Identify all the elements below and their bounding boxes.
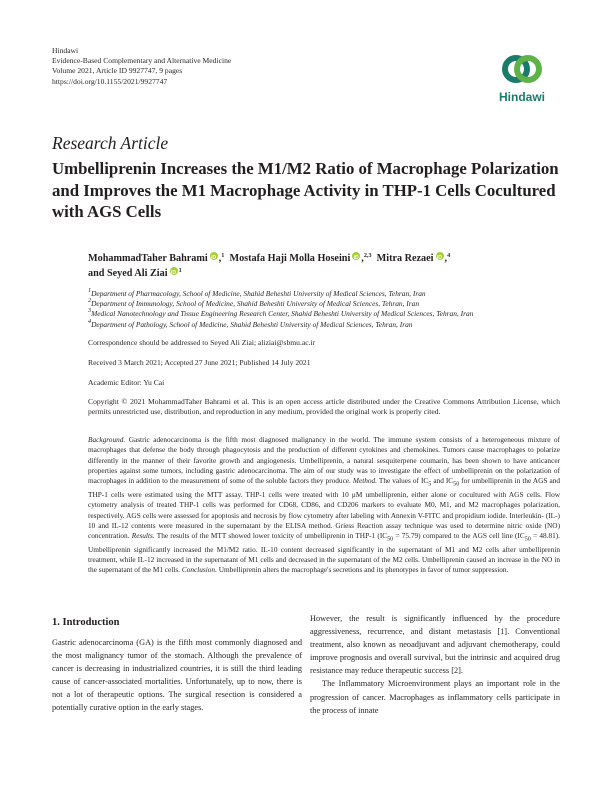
paragraph: However, the result is significantly influenced by the procedure aggressiveness, recurrence, and distant metastasis [1]. Conventional treatment, also known as neoadjuvant and adjuvant chemotherapy, could improve prognosis and overall survival, but the intrinsic and acquired drug resistance may reduce therapeutic success [2].	[310, 614, 560, 676]
author-name: Seyed Ali Ziai	[106, 267, 168, 279]
orcid-icon[interactable]	[170, 267, 178, 275]
affiliation: $^3$Medical Nanotechnology and Tissue Engineering Research Center, Shahid Beheshti University of Medical Sciences, Tehran, Iran	[88, 307, 474, 319]
copyright-notice: Copyright © 2021 MohammadTaher Bahrami et al. This is an open access article distributed under the Creative Commons Attribution License, which permits unrestricted use, distribution, and reproduction in any medium, provided the original work is properly cited.	[88, 397, 560, 417]
publication-dates: Received 3 March 2021; Accepted 27 June 2021; Published 14 July 2021	[88, 358, 311, 367]
academic-editor: Academic Editor: Yu Cai	[88, 378, 165, 387]
logo-wordmark: Hindawi	[498, 90, 545, 104]
journal-header	[52, 46, 231, 87]
paragraph: Gastric adenocarcinoma (GA) is the fifth most commonly diagnosed and the most malignancy tumor of the stomach. Although the prevalence of cancer is decreasing in industrialized countries, it is still the third leading cause of cancer-associated mortalities. Unfortunately, up to now, there is not a lot of therapeutic options. The surgical resection is considered a potentially curative option in the early stages.	[52, 638, 302, 713]
paper-title: Umbelliprenin Increases the M1/M2 Ratio of Macrophage Polarization and Improves the M1 Macrophage Activity in THP-1 Cells Cocultured with AGS Cells	[52, 159, 559, 221]
abstract: Background. Gastric adenocarcinoma is the fifth most diagnosed malignancy in the world. The immune system consists of a heterogeneous mixture of macrophages that defense the body through phagocytosis and the production of different cytokines and chemokines. Tumors cause macrophages to polarize differently in the manner of their favorite growth and angiogenesis. Umbelliprenin, a natural sesquiterpene coumarin, has been shown to have anticancer properties against some tumors, including gastric adenocarcinoma. The aim of our study was to investigate the effect of umbelliprenin on the polarization of macrophages in addition to the measurement of some of the soluble factors they produce. Method. The values of $IC_5$ and $IC_{50}$ for umbelliprenin in the AGS and THP-1 cells were estimated using the MTT assay. THP-1 cells were treated with 10 μM umbelliprenin, either alone or cocultured with AGS cells. Flow cytometry analysis of treated THP-1 cells was performed for CD68, CD86, and CD206 markers to evaluate M0, M1, and M2 macrophages polarization, respectively. AGS cells were assessed for apoptosis and necrosis by flow cytometry after labeling with Annexin V-FITC and propidium iodide. Interleukin- (IL-) 10 and IL-12 contents were measured in the supernatant by the ELISA method. Griess Reaction assay technique was used to determine nitric oxide (NO) concentration. Results. The results of the MTT showed lower toxicity of umbelliprenin in THP-1 $(IC_{50} = 75.79)$ compared to the AGS cell line $(IC_{50} = 48.81)$. Umbelliprenin significantly increased the M1/M2 ratio. IL-10 content decreased significantly in the supernatant of M1 and M2 cells after umbelliprenin treatment, while IL-12 increased in the supernatant of M1 cells and decreased in the supernatant of the M2 cells. Umbelliprenin caused an increase in the NO in the supernatant of the M1 cells. Conclusion. Umbelliprenin alters the macrophage's secretions and its phenotypes in favor of tumor suppression.	[88, 435, 560, 575]
author-name: Mostafa Haji Molla Hoseini	[229, 253, 351, 264]
abstract-conclusion-label: Conclusion.	[181, 565, 217, 575]
affiliation: $^2$Department of Immunology, School of Medicine, Shahid Beheshti University of Medical Sciences, Tehran, Iran	[88, 297, 420, 309]
orcid-icon[interactable]	[436, 252, 444, 260]
orcid-icon[interactable]	[210, 252, 218, 260]
volume-info: Volume 2021, Article ID 9927747, 9 pages	[52, 66, 183, 76]
author-affil-sup: 1	[221, 252, 225, 259]
author-affil-sup: 4	[447, 252, 451, 259]
section-heading: 1. Introduction	[52, 617, 120, 628]
author-name: Mitra Rezaei	[376, 253, 434, 264]
author-name: MohammadTaher Bahrami	[88, 253, 208, 264]
affiliation: $^4$Department of Pathology, School of Medicine, Shahid Beheshti University of Medical Sciences, Tehran, Iran	[88, 317, 413, 329]
left-column	[52, 636, 302, 715]
author-list: MohammadTaher BahramiiD ,$^1$ Mostafa Haji Molla HoseiniiD ,$^{2,3}$ Mitra RezaeiiD ,$^4$ and Seyed Ali ZiaiiD $^1$	[88, 252, 558, 281]
paragraph: The Inflammatory Microenvironment plays an important role in the progression of cancer. Macrophages as inflammatory cells participate in the process of innate	[310, 679, 560, 715]
author-affil-sup: 1	[178, 266, 182, 274]
abstract-results-label: Results.	[131, 531, 155, 541]
author-affil-sup: 2,3	[363, 252, 372, 259]
abstract-method-label: Method.	[352, 476, 378, 486]
correspondence: Correspondence should be addressed to Seyed Ali Ziai; aliziai@sbmu.ac.ir	[88, 338, 316, 347]
right-column	[310, 612, 560, 717]
affiliations	[88, 289, 558, 330]
article-type: Research Article	[52, 133, 169, 153]
doi-link[interactable]: https://doi.org/10.1155/2021/9927747	[52, 76, 168, 86]
publisher-name: Hindawi	[52, 46, 79, 55]
journal-name: Evidence-Based Complementary and Alternative Medicine	[52, 56, 232, 66]
affiliation: $^1$Department of Pharmacology, School of Medicine, Shahid Beheshti University of Medical Sciences, Tehran, Iran	[88, 287, 426, 298]
abstract-background-label: Background.	[88, 435, 126, 444]
orcid-icon[interactable]	[352, 252, 360, 260]
